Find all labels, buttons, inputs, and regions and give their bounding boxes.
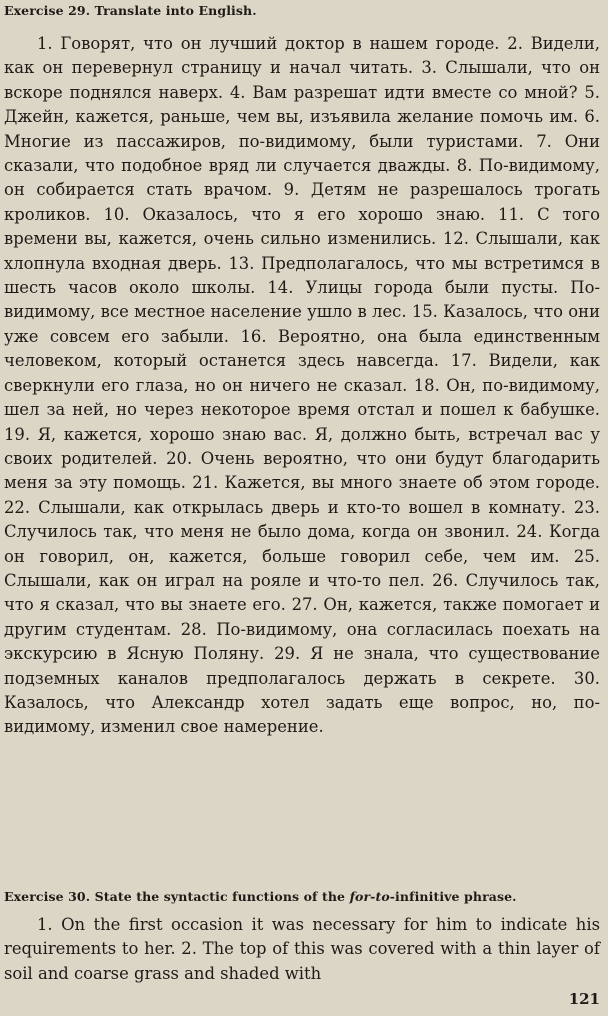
exercise-29-text: 1. Говорят, что он лучший доктор в нашем городе. 2. Видели, как он перевернул страницу и начал читать. 3. Слышали, что он вскоре поднялся наверх. 4. Вам разрешат идти вместе со мной? 5. Джейн, кажется, раньше, чем вы, изъявила желание помочь им. 6. Многие из пассажиров, по-видимому, были туристами. 7. Они сказали, что подобное вряд ли случается дважды. 8. По-видимому, он собирается стать врачом. 9. Детям не разрешалось трогать кроликов. 10. Оказалось, что я его хорошо знаю. 11. С того времени вы, кажется, очень сильно изменились. 12. Слышали, как хлопнула входная дверь. 13. Предполагалось, что мы встретимся в шесть часов около школы. 14. Улицы города были пусты. По-видимому, все местное население ушло в лес. 15. Казалось, что они уже совсем его забыли. 16. Вероятно, она была единственным человеком, который останется здесь навсегда. 17. Видели, как сверкнули его глаза, но он ничего не сказал. 18. Он, по-видимому, шел за ней, но через некоторое время отстал и пошел к бабушке. 19. Я, кажется, хорошо знаю вас. Я, должно быть, встречал вас у своих родителей. 20. Очень вероятно, что они будут благодарить меня за эту помощь. 21. Кажется, вы много знаете об этом городе. 22. Слышали, как открылась дверь и кто-то вошел в комнату. 23. Случилось так, что меня не было дома, когда он звонил. 24. Когда он говорил, он, кажется, больше говорил себе, чем им. 25. Слышали, как он играл на рояле и что-то пел. 26. Случилось так, что я сказал, что вы знаете его. 27. Он, кажется, также помогает и другим студентам. 28. По-видимому, она согласилась поехать на экскурсию в Ясную Поляну. 29. Я не знала, что существование подземных каналов предполагалось держать в секрете. 30. Казалось, что Александр хотел задать еще вопрос, но, по-видимому, изменил свое намерение. (4, 34, 600, 737)
exercise-29-heading: Exercise 29. Translate into English. (4, 3, 257, 18)
exercise-30-heading-start: Exercise 30. State the syntactic functions of the (4, 889, 350, 904)
exercise-30-heading-end: -infinitive phrase. (389, 889, 517, 904)
exercise-30-heading-italic: for-to (349, 889, 390, 904)
exercise-30-text: 1. On the first occasion it was necessary for him to indicate his requirements to her. 2. The top of this was covered with a thin layer of soil and coarse grass and shaded with (4, 915, 600, 983)
page-number: 121 (568, 990, 600, 1008)
exercise-30-heading (4, 889, 517, 905)
